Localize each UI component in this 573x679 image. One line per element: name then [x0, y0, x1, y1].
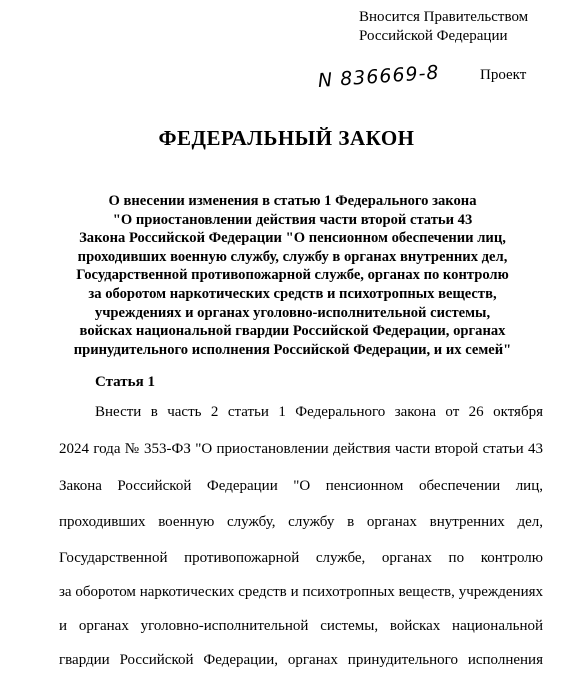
subtitle-line: войсках национальной гвардии Российской Федерации, органах — [79, 323, 506, 340]
draft-label: Проект — [480, 67, 527, 83]
law-subtitle — [40, 192, 545, 359]
article-body-line: гвардии Российской Федерации, органах принудительного исполнения — [59, 652, 543, 668]
subtitle-line: учреждениях и органах уголовно-исполнительной системы, — [94, 304, 491, 321]
subtitle-line: принудительного исполнения Российской Федерации, и их семей" — [73, 341, 512, 358]
article-body-line: за оборотом наркотических средств и психотропных веществ, учреждениях — [59, 584, 543, 600]
subtitle-line: "О приостановлении действия части второй статьи 43 — [112, 211, 473, 228]
subtitle-line: О внесении изменения в статью 1 Федерального закона — [108, 193, 477, 209]
law-title: ФЕДЕРАЛЬНЫЙ ЗАКОН — [158, 126, 415, 150]
article-body-line: Государственной противопожарной службе, органах по контролю — [59, 550, 543, 566]
submitter-line: Российской Федерации — [359, 28, 508, 44]
article-body-line: Внести в часть 2 статьи 1 Федерального закона от 26 октября — [95, 404, 543, 420]
subtitle-line: проходивших военную службу, службу в органах внутренних дел, — [77, 248, 508, 265]
article-body-line: и органах уголовно-исполнительной системы, войсках национальной — [59, 618, 543, 634]
submitter-block — [359, 8, 528, 46]
article-heading: Статья 1 — [95, 374, 155, 390]
subtitle-line: Государственной противопожарной службе, органах по контролю — [76, 267, 509, 284]
article-body-line: Закона Российской Федерации "О пенсионном обеспечении лиц, — [59, 478, 543, 494]
article-body-line: проходивших военную службу, службу в органах внутренних дел, — [59, 514, 543, 530]
subtitle-line: за оборотом наркотических средств и психотропных веществ, — [88, 285, 497, 302]
submitter-line: Вносится Правительством — [359, 9, 529, 25]
registration-number: N 836669-8 — [317, 61, 441, 92]
subtitle-line: Закона Российской Федерации "О пенсионном обеспечении лиц, — [79, 230, 506, 247]
article-body-line: 2024 года № 353-ФЗ "О приостановлении действия части второй статьи 43 — [59, 441, 543, 457]
